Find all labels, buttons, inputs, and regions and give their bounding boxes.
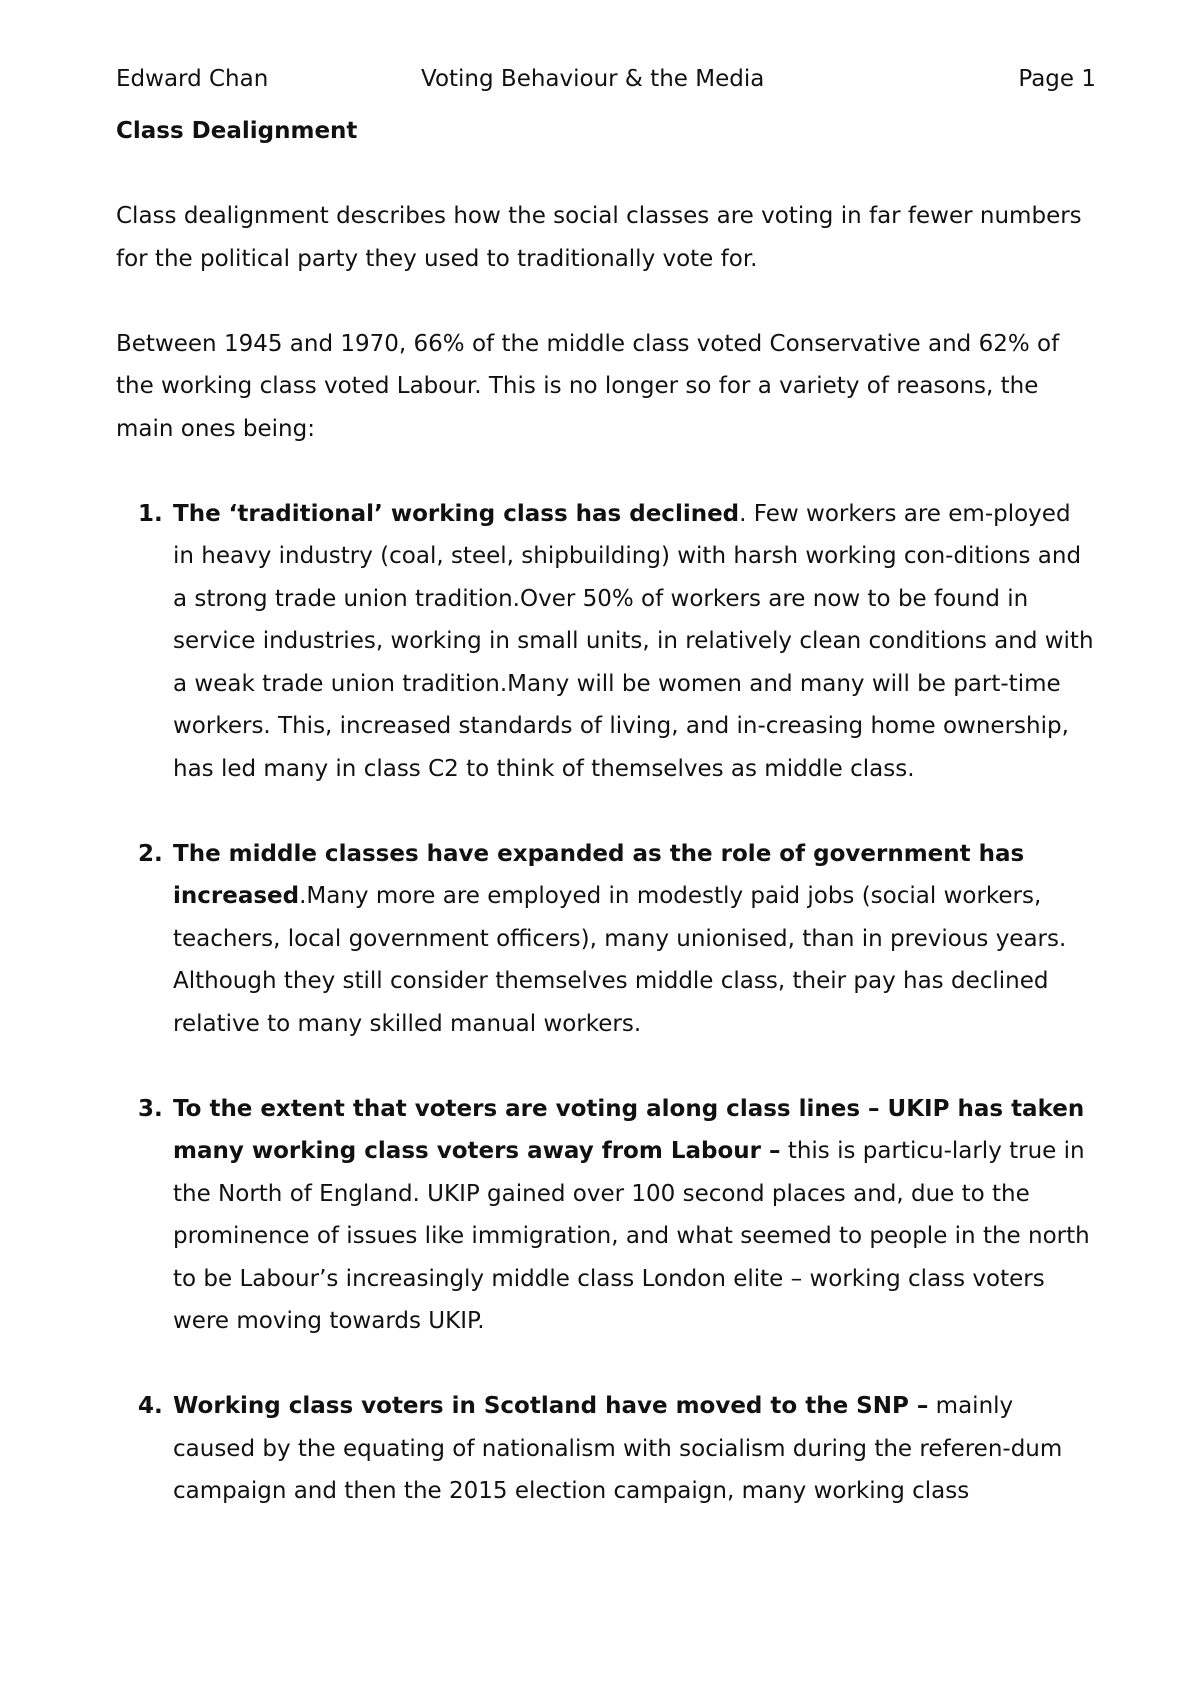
list-item-text: this is particu-larly true in the North of England. UKIP gained over 100 second places and, due to the prominence of issues like immigration, and what seemed to people in the north to be Labour’s increasingly middle class London elite – working class voters were moving towards UKIP.: [173, 1138, 1090, 1334]
list-item-heading: The middle classes have expanded as the role of government has increased: [173, 840, 1025, 909]
list-item-heading: Working class voters in Scotland have moved to the SNP –: [173, 1393, 929, 1419]
list-item-heading: The ‘traditional’ working class has declined: [173, 500, 740, 527]
list-item-number: 4.: [138, 1393, 163, 1419]
list-item-number: 1.: [138, 500, 163, 527]
list-item-heading: To the extent that voters are voting along class lines – UKIP has taken many working class voters away from Labour –: [173, 1095, 1085, 1164]
list-item-number: 2.: [138, 840, 163, 867]
header-document-title: Voting Behaviour & the Media: [421, 66, 765, 92]
list-item-text: mainly caused by the equating of nationalism with socialism during the referen-dum campaign and then the 2015 election campaign, many working class: [173, 1393, 1063, 1504]
list-item-number: 3.: [138, 1095, 163, 1122]
reasons-list: [116, 493, 1096, 1513]
list-item: [116, 493, 1096, 791]
section-heading: Class Dealignment: [116, 118, 358, 144]
list-item: [116, 1088, 1096, 1343]
page-header: [116, 66, 1096, 98]
intro-paragraph-statistics: Between 1945 and 1970, 66% of the middle class voted Conservative and 62% of the working class voted Labour. This is no longer so for a variety of reasons, the main ones being:: [116, 330, 1060, 442]
list-item-text: .Many more are employed in modestly paid jobs (social workers, teachers, local government officers), many unionised, than in previous years. Although they still consider themselves middle class, their pay has declined relative to many skilled manual workers.: [173, 883, 1067, 1037]
header-author: Edward Chan: [116, 66, 269, 92]
document-body: [116, 110, 1096, 1555]
list-item: [116, 1385, 1096, 1513]
intro-paragraph-definition: Class dealignment describes how the social classes are voting in far fewer numbers for the political party they used to traditionally vote for.: [116, 203, 1082, 272]
header-page-number: Page 1: [1018, 66, 1096, 92]
list-item-text: . Few workers are em-ployed in heavy industry (coal, steel, shipbuilding) with harsh working con-ditions and a strong trade union tradition.Over 50% of workers are now to be found in service industries, working in small units, in relatively clean conditions and with a weak trade union tradition.Many will be women and many will be part-time workers. This, increased standards of living, and in-creasing home ownership, has led many in class C2 to think of themselves as middle class.: [173, 500, 1094, 782]
list-item: [116, 833, 1096, 1046]
